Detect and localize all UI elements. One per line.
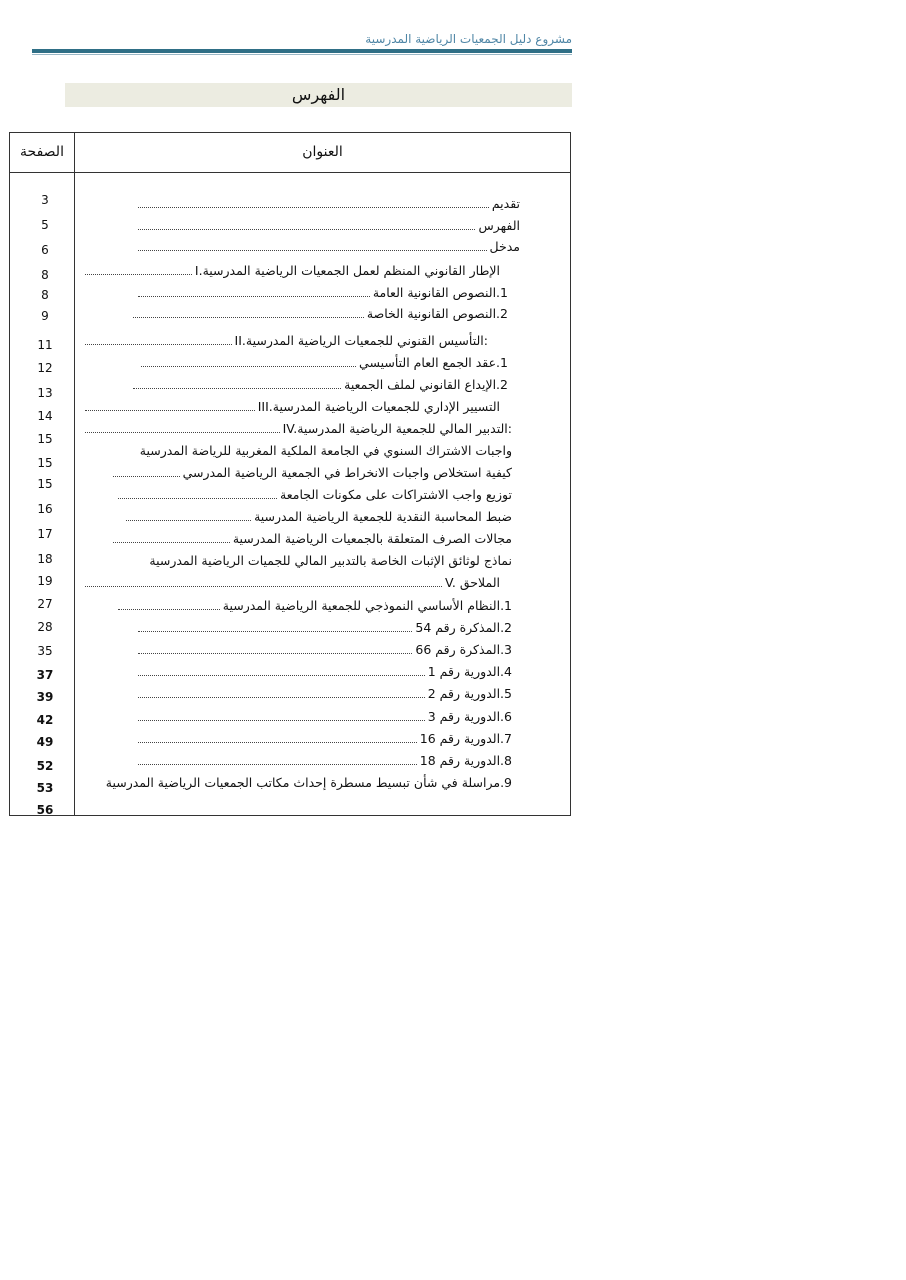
dot-leader bbox=[138, 653, 412, 654]
page-number: 15 bbox=[37, 456, 53, 470]
toc-entry-title: 3.المذكرة رقم 66 bbox=[415, 642, 512, 657]
toc-entry-title: ضبط المحاسبة النقدية للجمعية الرياضية المدرسية bbox=[254, 509, 512, 524]
toc-entry-title: 6.الدورية رقم 3 bbox=[427, 709, 512, 724]
toc-entry bbox=[82, 332, 488, 350]
page-number: 42 bbox=[36, 713, 54, 727]
header-divider bbox=[10, 172, 570, 173]
toc-entry-title: 1.النظام الأساسي النموذجي للجمعية الرياضية المدرسية bbox=[222, 598, 512, 613]
page-number: 8 bbox=[41, 268, 49, 282]
toc-entry bbox=[115, 486, 512, 504]
page-number: 3 bbox=[41, 193, 49, 207]
dot-leader bbox=[138, 296, 370, 297]
toc-table bbox=[9, 132, 571, 816]
toc-entry bbox=[135, 641, 512, 659]
header-rule-thin bbox=[32, 54, 572, 55]
page-number: 52 bbox=[36, 759, 54, 773]
toc-entry bbox=[110, 530, 512, 548]
dot-leader bbox=[85, 274, 192, 275]
dot-leader bbox=[138, 207, 489, 208]
toc-entry bbox=[135, 730, 512, 748]
index-title: الفهرس bbox=[65, 83, 572, 107]
page-number: 6 bbox=[41, 243, 49, 257]
page-number: 19 bbox=[37, 574, 53, 588]
document-header-title: مشروع دليل الجمعيات الرياضية المدرسية bbox=[365, 32, 572, 46]
toc-entry bbox=[135, 217, 520, 235]
toc-entry-title: مجالات الصرف المتعلقة بالجمعيات الرياضية المدرسية bbox=[232, 531, 512, 546]
page-number: 5 bbox=[41, 218, 49, 232]
page-number: 8 bbox=[41, 288, 49, 302]
dot-leader bbox=[138, 229, 475, 230]
toc-entry-title: III.التسيير الإداري للجمعيات الرياضية المدرسية bbox=[257, 399, 500, 414]
page-number: 18 bbox=[37, 552, 53, 566]
dot-leader bbox=[141, 366, 356, 367]
toc-entry-title: 2.الإيداع القانوني لملف الجمعية bbox=[344, 377, 508, 392]
toc-entry-title: مدخل bbox=[489, 239, 520, 254]
page-number: 15 bbox=[37, 477, 53, 491]
page-number: 49 bbox=[36, 735, 54, 749]
page-number: 53 bbox=[36, 781, 54, 795]
dot-leader bbox=[138, 631, 412, 632]
page-number: 17 bbox=[37, 527, 53, 541]
dot-leader bbox=[85, 344, 232, 345]
toc-entry bbox=[123, 508, 512, 526]
column-header-page: الصفحة bbox=[20, 144, 64, 160]
toc-entry-title: 5.الدورية رقم 2 bbox=[427, 686, 512, 701]
toc-entry-title: V. الملاحق bbox=[444, 575, 500, 590]
toc-entry-title: 1.النصوص القانونية العامة bbox=[372, 285, 508, 300]
dot-leader bbox=[113, 476, 180, 477]
toc-entry-title: الفهرس bbox=[478, 218, 520, 233]
toc-entry-title: توزيع واجب الاشتراكات على مكونات الجامعة bbox=[280, 487, 512, 502]
dot-leader bbox=[118, 498, 277, 499]
toc-entry bbox=[82, 574, 500, 592]
dot-leader bbox=[138, 720, 425, 721]
dot-leader bbox=[113, 542, 230, 543]
page-number: 28 bbox=[37, 620, 53, 634]
page-number: 56 bbox=[36, 803, 54, 817]
dot-leader bbox=[126, 520, 251, 521]
page-number: 9 bbox=[41, 309, 49, 323]
toc-entry bbox=[130, 305, 508, 323]
page-number: 13 bbox=[37, 386, 53, 400]
toc-entry-title: تقديم bbox=[491, 196, 520, 211]
column-header-title: العنوان bbox=[302, 144, 343, 160]
dot-leader bbox=[85, 586, 442, 587]
toc-entry-title: 1.عقد الجمع العام التأسيسي bbox=[359, 355, 508, 370]
page-number: 35 bbox=[37, 644, 53, 658]
toc-entry bbox=[82, 398, 500, 416]
page-number: 16 bbox=[37, 502, 53, 516]
page-number: 27 bbox=[37, 597, 53, 611]
toc-entry bbox=[135, 663, 512, 681]
toc-entry-title: 2.المذكرة رقم 54 bbox=[415, 620, 512, 635]
dot-leader bbox=[138, 742, 417, 743]
toc-entry bbox=[135, 752, 512, 770]
toc-entry bbox=[82, 262, 500, 280]
dot-leader bbox=[85, 410, 255, 411]
toc-entry-title: نماذج لوثائق الإثبات الخاصة بالتدبير المالي للجميات الرياضية المدرسية bbox=[149, 553, 512, 568]
page-number: 37 bbox=[36, 668, 54, 682]
dot-leader bbox=[118, 609, 220, 610]
toc-entry bbox=[135, 708, 512, 726]
dot-leader bbox=[138, 250, 487, 251]
dot-leader bbox=[138, 675, 425, 676]
toc-entry bbox=[115, 597, 512, 615]
toc-entry-title: كيفية استخلاص واجبات الانخراط في الجمعية الرياضية المدرسي bbox=[182, 465, 512, 480]
toc-entry-title: I.الإطار القانوني المنظم لعمل الجمعيات الرياضية المدرسية bbox=[194, 263, 500, 278]
toc-entry bbox=[135, 685, 512, 703]
toc-entry-title: 7.الدورية رقم 16 bbox=[419, 731, 512, 746]
toc-entry-title: II.التأسيس القنوني للجمعيات الرياضية المدرسية: bbox=[234, 333, 488, 348]
toc-entry bbox=[130, 376, 508, 394]
page-number: 12 bbox=[37, 361, 53, 375]
dot-leader bbox=[138, 697, 425, 698]
column-divider bbox=[74, 133, 75, 815]
toc-entry-title: 9.مراسلة في شأن تبسيط مسطرة إحداث مكاتب الجمعيات الرياضية المدرسية bbox=[105, 775, 512, 790]
toc-entry-title: IV.التدبير المالي للجمعية الرياضية المدرسية: bbox=[282, 421, 512, 436]
dot-leader bbox=[138, 764, 417, 765]
toc-entry bbox=[138, 354, 508, 372]
dot-leader bbox=[85, 432, 280, 433]
toc-entry bbox=[135, 238, 520, 256]
toc-entry bbox=[110, 464, 512, 482]
header-rule bbox=[32, 49, 572, 53]
toc-entry bbox=[135, 284, 508, 302]
toc-entry-title: 8.الدورية رقم 18 bbox=[419, 753, 512, 768]
dot-leader bbox=[133, 317, 364, 318]
toc-entry bbox=[100, 774, 512, 792]
toc-entry-title: 4.الدورية رقم 1 bbox=[427, 664, 512, 679]
toc-entry-title: 2.النصوص القانونية الخاصة bbox=[366, 306, 508, 321]
toc-entry bbox=[135, 195, 520, 213]
toc-entry bbox=[135, 619, 512, 637]
toc-entry bbox=[100, 552, 512, 570]
page-number: 14 bbox=[37, 409, 53, 423]
toc-entry bbox=[100, 442, 512, 460]
dot-leader bbox=[133, 388, 341, 389]
page-number: 15 bbox=[37, 432, 53, 446]
page-number: 39 bbox=[36, 690, 54, 704]
toc-entry bbox=[82, 420, 512, 438]
page-number: 11 bbox=[37, 338, 53, 352]
toc-entry-title: واجبات الاشتراك السنوي في الجامعة الملكية المغربية للرياضة المدرسية bbox=[139, 443, 512, 458]
